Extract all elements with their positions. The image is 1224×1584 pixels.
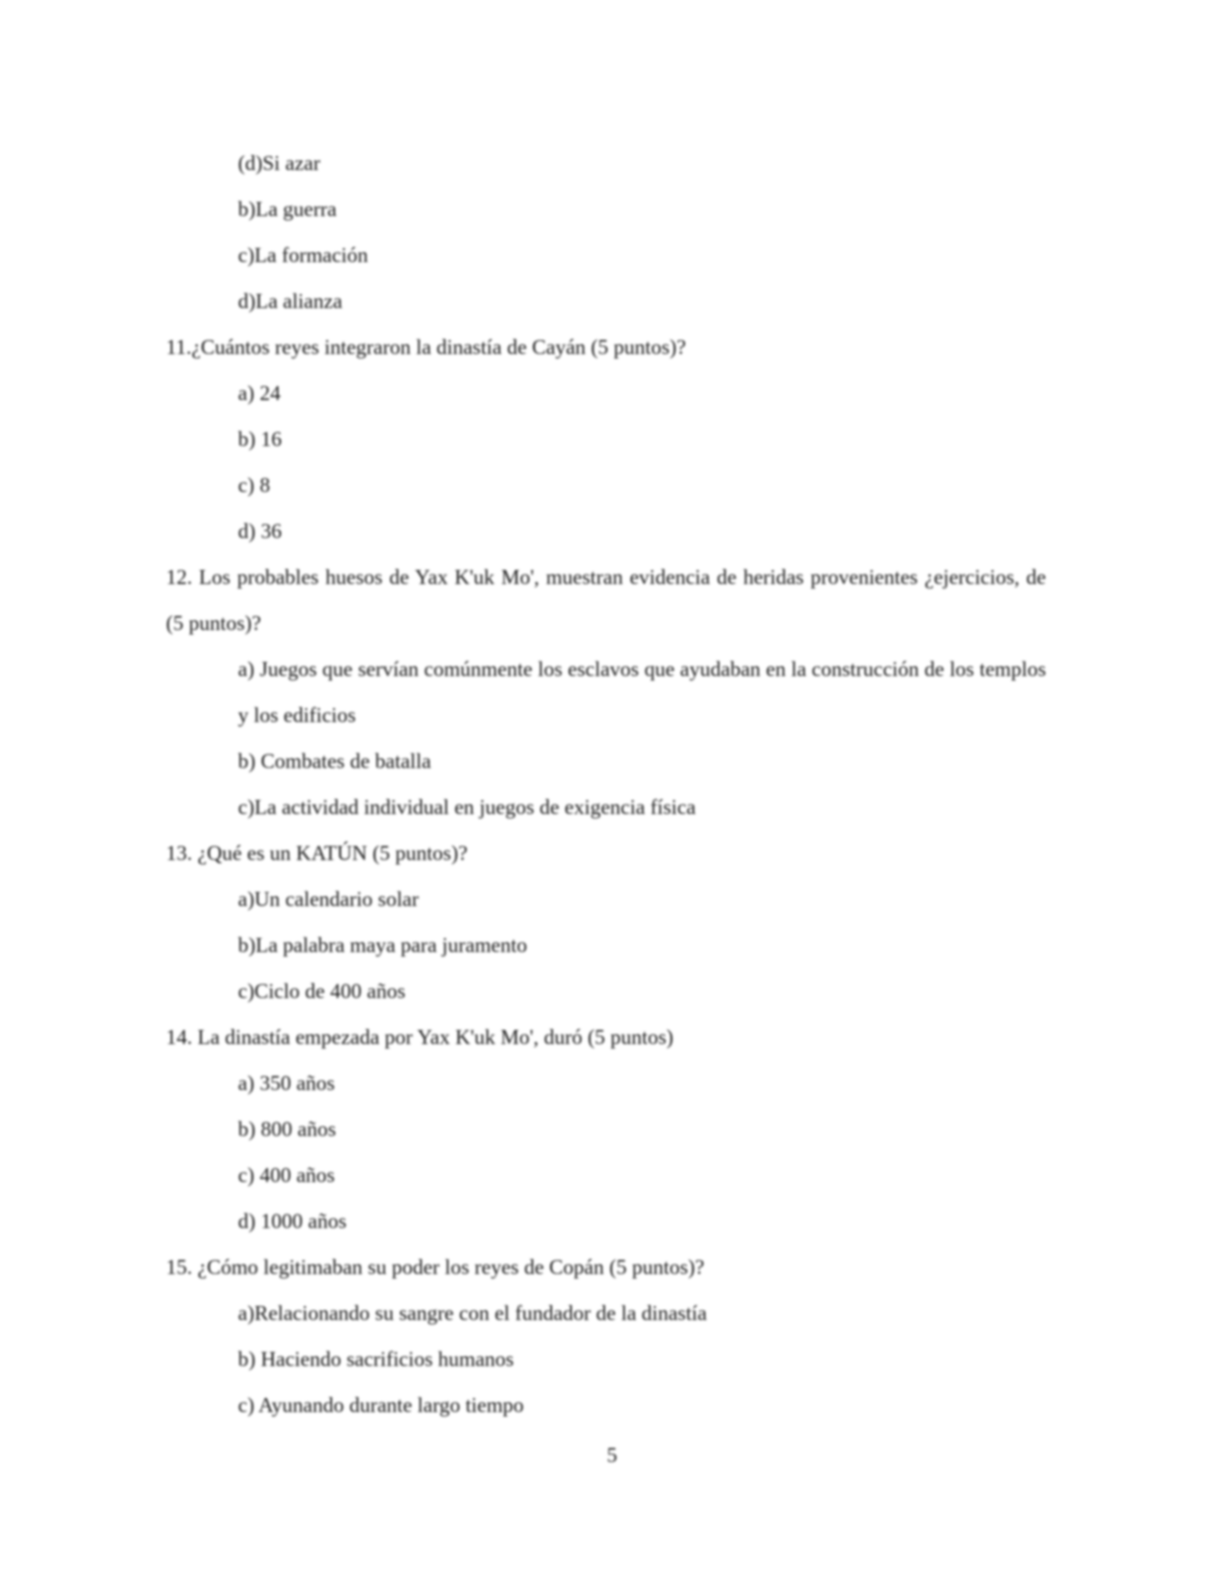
question-text: 11.¿Cuántos reyes integraron la dinastía de Cayán (5 puntos)? bbox=[166, 335, 686, 359]
answer-option: d) 1000 años bbox=[238, 1209, 347, 1233]
answer-option: d) 36 bbox=[238, 519, 282, 543]
page-number: 5 bbox=[606, 1443, 618, 1467]
answer-option: b) Haciendo sacrificios humanos bbox=[238, 1347, 514, 1371]
answer-option: b)La guerra bbox=[238, 197, 337, 221]
question-text: 12. Los probables huesos de Yax K'uk Mo', muestran evidencia de heridas provenientes ¿ejercicios, de (5 puntos)? bbox=[166, 565, 1046, 635]
answer-option: c) 8 bbox=[238, 473, 271, 497]
answer-option: c)La formación bbox=[238, 243, 369, 267]
answer-option: b)La palabra maya para juramento bbox=[238, 933, 528, 957]
document-body bbox=[166, 140, 1046, 1428]
answer-option: a) 350 años bbox=[238, 1071, 335, 1095]
answer-option: c)La actividad individual en juegos de exigencia física bbox=[238, 795, 696, 819]
answer-option: (d)Si azar bbox=[238, 151, 321, 175]
answer-option: c) Ayunando durante largo tiempo bbox=[238, 1393, 524, 1417]
question-text: 15. ¿Cómo legitimaban su poder los reyes de Copán (5 puntos)? bbox=[166, 1255, 705, 1279]
answer-option: b) 16 bbox=[238, 427, 282, 451]
answer-option: d)La alianza bbox=[238, 289, 343, 313]
question-text: 14. La dinastía empezada por Yax K'uk Mo', duró (5 puntos) bbox=[166, 1025, 674, 1049]
answer-option: c) 400 años bbox=[238, 1163, 335, 1187]
answer-option: a) Juegos que servían comúnmente los esclavos que ayudaban en la construcción de los templos y los edificios bbox=[238, 657, 1046, 727]
answer-option: a) 24 bbox=[238, 381, 281, 405]
answer-option: b) 800 años bbox=[238, 1117, 336, 1141]
answer-option: c)Ciclo de 400 años bbox=[238, 979, 406, 1003]
answer-option: a)Un calendario solar bbox=[238, 887, 419, 911]
question-text: 13. ¿Qué es un KATÚN (5 puntos)? bbox=[166, 841, 468, 865]
answer-option: b) Combates de batalla bbox=[238, 749, 432, 773]
answer-option: a)Relacionando su sangre con el fundador de la dinastía bbox=[238, 1301, 707, 1325]
